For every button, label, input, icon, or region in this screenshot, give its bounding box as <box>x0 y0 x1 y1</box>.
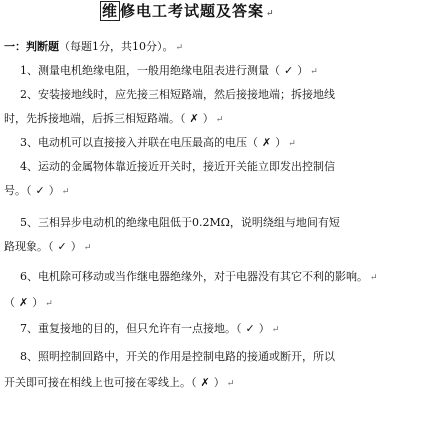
question-tail: ） <box>258 322 270 335</box>
answer-mark: ✓ <box>245 322 255 335</box>
question-text: 开关即可接在相线上也可接在零线上。（ <box>4 376 197 389</box>
answer-mark: ✗ <box>19 296 29 309</box>
question-text: 路现象。（ <box>4 240 54 253</box>
question-text: 4、运动的金属物体靠近接近开关时，接近开关能立即发出控制信 <box>20 160 335 173</box>
question-tail: ） <box>48 184 60 197</box>
paragraph-mark-icon: ↵ <box>266 9 275 19</box>
title-boxed-char: 维 <box>102 2 119 20</box>
question-line <box>4 112 223 127</box>
paragraph-mark-icon: ↵ <box>83 243 92 253</box>
paragraph-mark-icon: ↵ <box>61 187 70 197</box>
question-tail: ） <box>297 64 309 77</box>
question-line <box>4 296 53 311</box>
answer-mark: ✓ <box>35 184 45 197</box>
question-line <box>20 88 335 102</box>
question-text: 1、测量电机绝缘电阻，一般用绝缘电阻表进行测量（ <box>20 64 280 77</box>
question-line <box>20 160 335 174</box>
question-line <box>20 270 378 285</box>
question-tail: ） <box>202 112 214 125</box>
question-text: 时，先拆接地端，后拆三相短路端。（ <box>4 112 186 125</box>
question-tail: ） <box>213 376 225 389</box>
question-text: （ <box>4 296 15 309</box>
question-line <box>20 136 296 151</box>
question-text: 5、三相异步电动机的绝缘电阻低于0.2MΩ，说明绕组与地间有短 <box>20 216 340 229</box>
paragraph-mark-icon: ↵ <box>271 325 280 335</box>
page-title <box>100 4 275 21</box>
paragraph-mark-icon: ↵ <box>288 139 296 149</box>
question-line <box>20 64 318 79</box>
section-label: 一： <box>4 40 26 53</box>
question-text: 8、照明控制回路中，开关的作用是控制电路的接通或断开，所以 <box>20 350 335 363</box>
question-tail: ） <box>32 296 44 309</box>
paragraph-mark-icon: ↵ <box>45 299 53 309</box>
question-line <box>4 376 234 391</box>
answer-mark: ✗ <box>189 112 199 125</box>
question-text: 7、重复接地的目的，但只允许有一点接地。（ <box>20 322 242 335</box>
paragraph-mark-icon: ↵ <box>370 273 378 283</box>
paragraph-mark-icon: ↵ <box>215 115 224 125</box>
question-line <box>20 322 279 337</box>
question-text: 3、电动机可以直接接入并联在电压最高的电压（ <box>20 136 258 149</box>
section-detail: （每题1分，共10分）。 <box>59 40 174 53</box>
answer-mark: ✗ <box>200 376 210 389</box>
title-text: 修电工考试题及答案 <box>120 2 265 20</box>
section-header <box>4 40 183 55</box>
paragraph-mark-icon: ↵ <box>310 67 318 77</box>
question-tail: ） <box>275 136 287 149</box>
question-tail: ） <box>70 240 82 253</box>
answer-mark: ✗ <box>262 136 272 149</box>
question-line <box>4 184 69 199</box>
question-text: 号。（ <box>4 184 32 197</box>
question-line <box>4 240 91 255</box>
paragraph-mark-icon: ↵ <box>175 43 184 53</box>
answer-mark: ✓ <box>284 64 294 77</box>
answer-mark: ✓ <box>57 240 67 253</box>
question-line <box>20 350 335 364</box>
section-name: 判断题 <box>26 40 59 53</box>
question-line <box>20 216 340 230</box>
question-text: 6、电机除可移动或当作继电器绝缘外，对于电器没有其它不利的影响。 <box>20 270 368 283</box>
question-text: 2、安装接地线时，应先接三相短路端，然后接接地端；拆接地线 <box>20 88 335 101</box>
paragraph-mark-icon: ↵ <box>226 379 235 389</box>
